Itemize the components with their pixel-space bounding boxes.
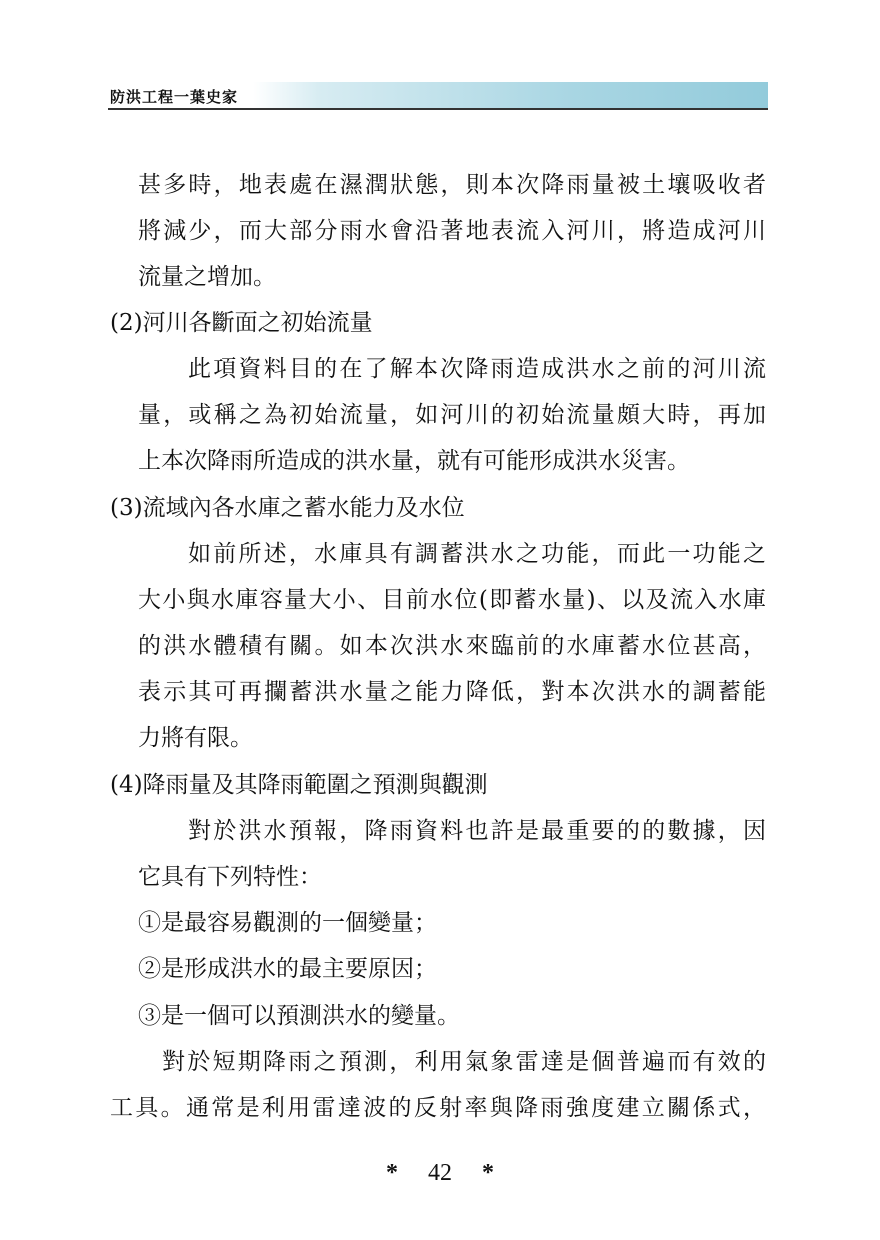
footer-star-left: * bbox=[386, 1160, 398, 1186]
body-line: 的洪水體積有關。如本次洪水來臨前的水庫蓄水位甚高， bbox=[138, 633, 766, 659]
body-line: 甚多時，地表處在濕潤狀態，則本次降雨量被土壤吸收者 bbox=[138, 172, 766, 198]
running-header bbox=[108, 82, 768, 110]
section-heading: (3)流域內各水庫之蓄水能力及水位 bbox=[110, 495, 465, 521]
body-line: 此項資料目的在了解本次降雨造成洪水之前的河川流 bbox=[188, 356, 766, 382]
body-line: 力將有限。 bbox=[138, 725, 253, 751]
body-line: 如前所述，水庫具有調蓄洪水之功能，而此一功能之 bbox=[188, 541, 766, 567]
list-item: ②是形成洪水的最主要原因； bbox=[138, 956, 437, 982]
body-line: 量，或稱之為初始流量，如河川的初始流量頗大時，再加 bbox=[138, 402, 766, 428]
section-heading: (4)降雨量及其降雨範圍之預測與觀測 bbox=[110, 772, 488, 798]
section-heading: (2)河川各斷面之初始流量 bbox=[110, 310, 373, 336]
body-line: 表示其可再攔蓄洪水量之能力降低，對本次洪水的調蓄能 bbox=[138, 679, 766, 705]
footer-star-right: * bbox=[482, 1160, 494, 1186]
body-line: 工具。通常是利用雷達波的反射率與降雨強度建立關係式， bbox=[110, 1095, 766, 1121]
list-item: ③是一個可以預測洪水的變量。 bbox=[138, 1003, 460, 1029]
list-item: ①是最容易觀測的一個變量； bbox=[138, 910, 437, 936]
body-line: 上本次降雨所造成的洪水量，就有可能形成洪水災害。 bbox=[138, 448, 690, 474]
header-title: 防洪工程一葉史家 bbox=[110, 88, 239, 106]
body-line: 將減少，而大部分雨水會沿著地表流入河川，將造成河川 bbox=[138, 218, 766, 244]
body-line: 流量之增加。 bbox=[138, 264, 276, 290]
page-footer bbox=[0, 1160, 880, 1187]
body-line: 它具有下列特性： bbox=[138, 864, 322, 890]
body-line: 對於洪水預報，降雨資料也許是最重要的的數據，因 bbox=[188, 818, 766, 844]
body-line: 大小與水庫容量大小、目前水位(即蓄水量)、以及流入水庫 bbox=[138, 587, 766, 613]
body-line: 對於短期降雨之預測，利用氣象雷達是個普遍而有效的 bbox=[162, 1049, 766, 1075]
page-number: 42 bbox=[428, 1160, 452, 1186]
